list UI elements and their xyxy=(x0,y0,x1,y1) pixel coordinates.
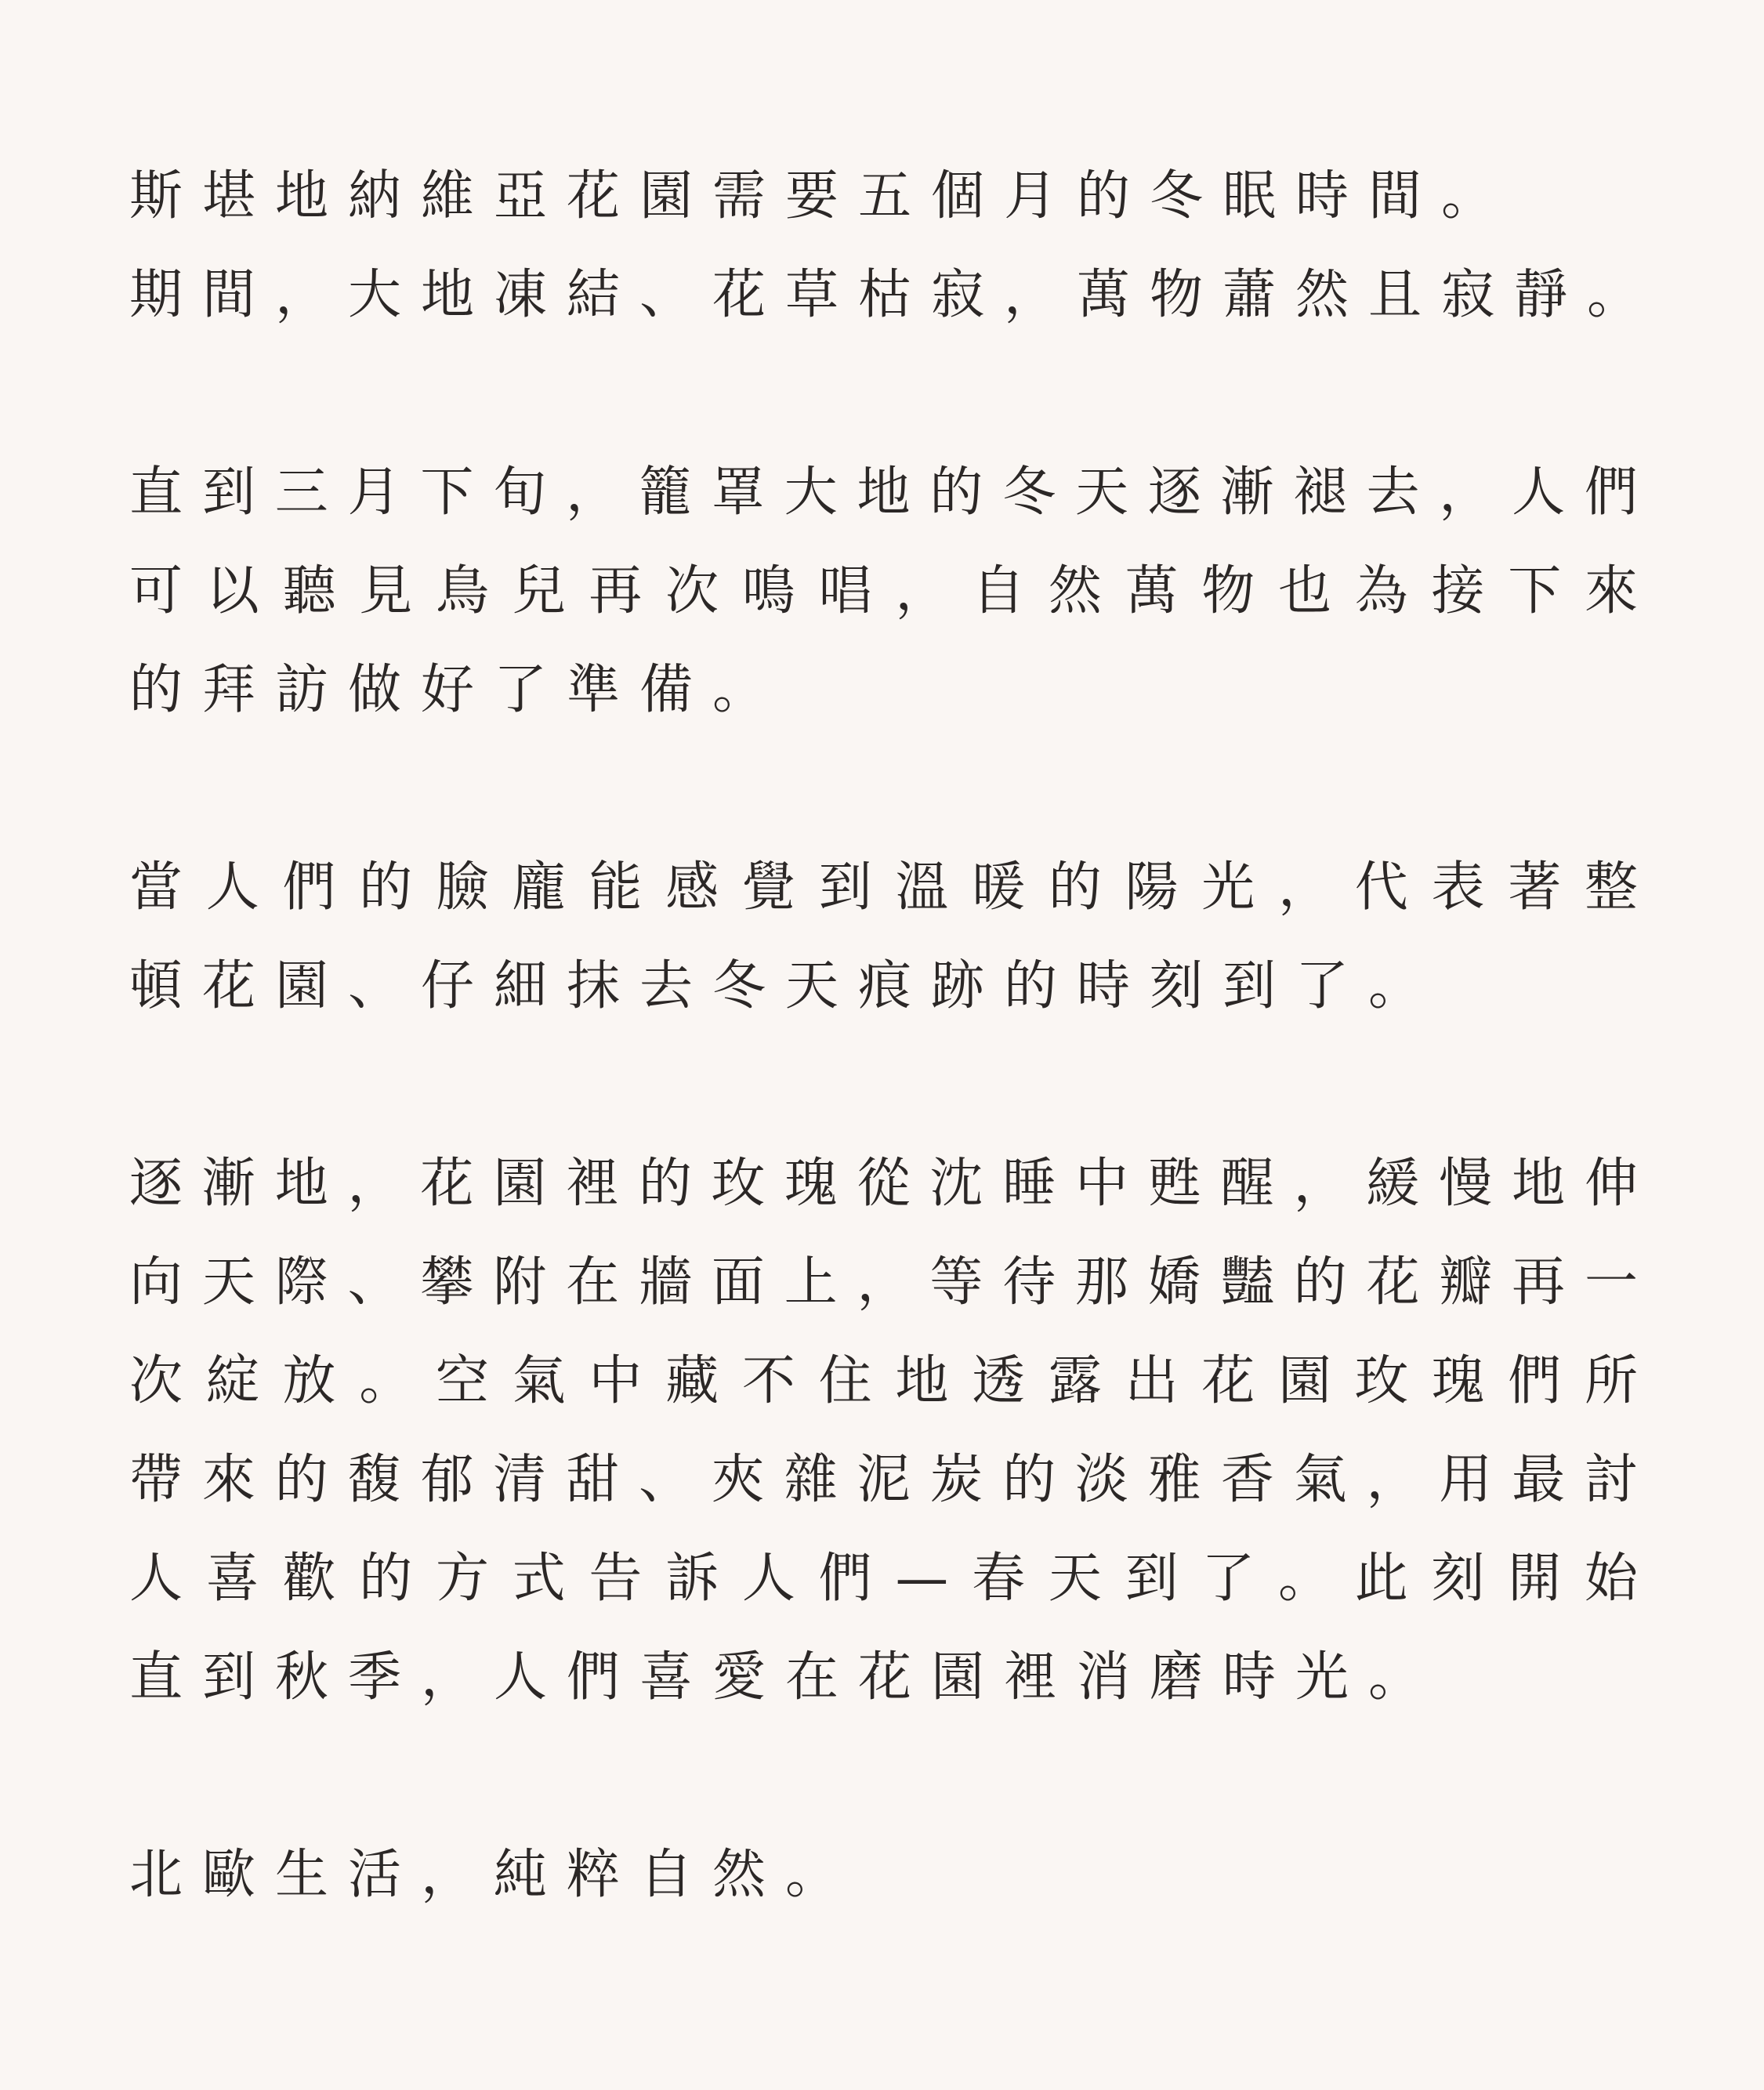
text-line: 斯堪地納維亞花園需要五個月的冬眠時間。 xyxy=(129,165,1515,227)
paragraph-nordic-life xyxy=(129,1826,1638,1925)
text-line: 當人們的臉龐能感覺到溫暖的陽光，代表著整 xyxy=(129,857,1638,918)
text-line: 直到秋季，人們喜愛在花園裡消磨時光。 xyxy=(129,1646,1442,1708)
text-line: 逐漸地，花園裡的玫瑰從沈睡中甦醒，緩慢地伸 xyxy=(129,1153,1638,1215)
text-line: 北歐生活，純粹自然。 xyxy=(129,1844,859,1906)
paragraph-roses xyxy=(129,1135,1638,1727)
paragraph-march xyxy=(129,444,1638,740)
text-line: 帶來的馥郁清甜、夾雜泥炭的淡雅香氣，用最討 xyxy=(129,1449,1638,1511)
article-body xyxy=(129,147,1661,2023)
text-line: 向天際、攀附在牆面上，等待那嬌豔的花瓣再一 xyxy=(129,1251,1638,1313)
text-line: 人喜歡的方式告訴人們—春天到了。此刻開始 xyxy=(129,1548,1638,1610)
text-line: 直到三月下旬，籠罩大地的冬天逐漸褪去，人們 xyxy=(129,462,1638,523)
text-line: 次綻放。空氣中藏不住地透露出花園玫瑰們所 xyxy=(129,1350,1638,1412)
paragraph-winter xyxy=(129,147,1661,345)
text-line: 期間，大地凍結、花草枯寂，萬物蕭然且寂靜。 xyxy=(129,264,1661,326)
text-line: 的拜訪做好了準備。 xyxy=(129,659,786,721)
text-line: 頓花園、仔細抹去冬天痕跡的時刻到了。 xyxy=(129,955,1442,1017)
text-line: 可以聽見鳥兒再次鳴唱，自然萬物也為接下來 xyxy=(129,560,1638,622)
paragraph-sunlight xyxy=(129,839,1638,1036)
